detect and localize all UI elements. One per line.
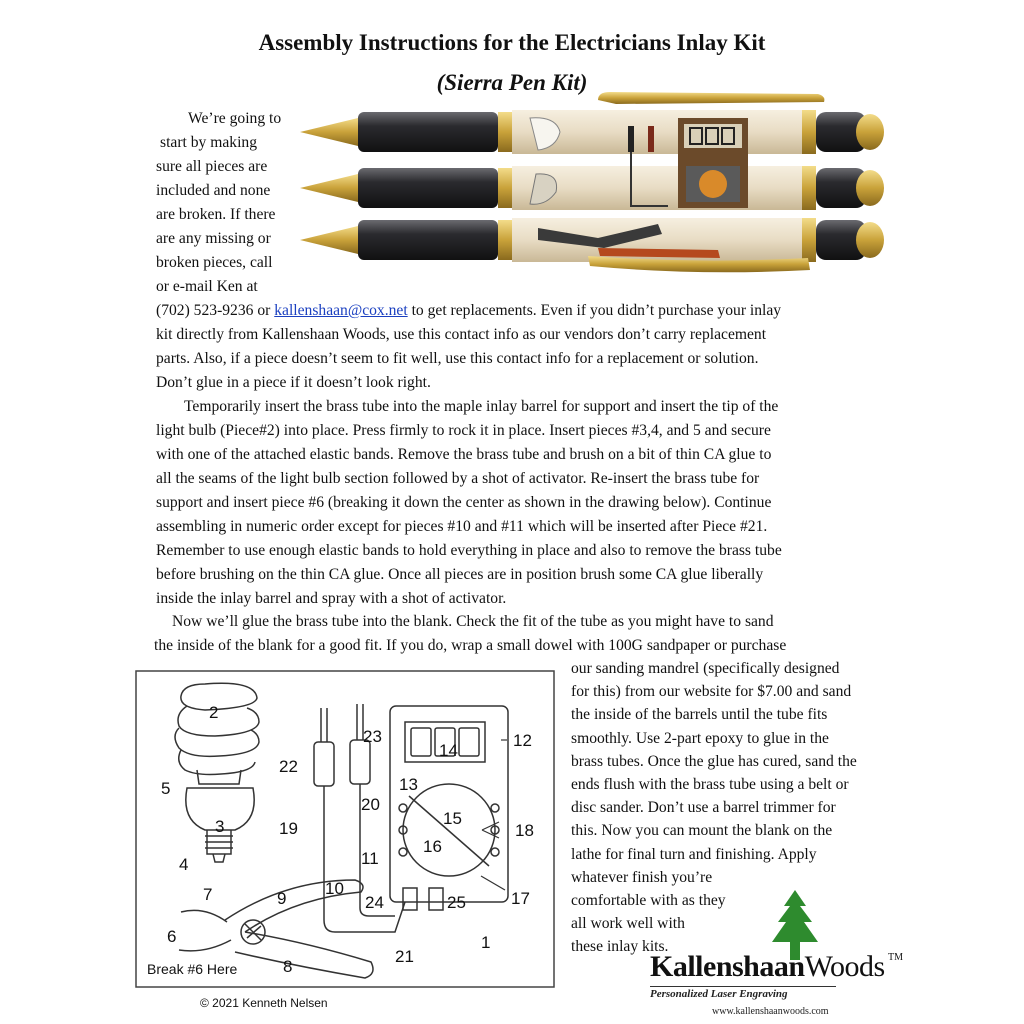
- paragraph-3-line: the inside of the blank for a good fit. If you do, wrap a small dowel with 100G sandpaper or purchase: [154, 637, 787, 654]
- pen-product-photo: [298, 88, 888, 286]
- paragraph-1: [156, 299, 781, 395]
- paragraph-3-side-line: comfortable with as they: [571, 892, 726, 910]
- website-url: www.kallenshaanwoods.com: [712, 1006, 829, 1017]
- trademark-mark: TM: [888, 952, 903, 963]
- label-5: 5: [161, 779, 171, 798]
- pen-1: [300, 110, 884, 154]
- paragraph-3-side-line: whatever finish you’re: [571, 868, 713, 886]
- email-link[interactable]: kallenshaan@cox.net: [274, 302, 408, 319]
- pen-2: [300, 166, 884, 210]
- paragraph-3-side-line: the inside of the barrels until the tube fits: [571, 706, 828, 724]
- paragraph-2-line: Temporarily insert the brass tube into the maple inlay barrel for support and insert the tip of the: [184, 398, 779, 415]
- paragraph-2-line: all the seams of the light bulb section followed by a shot of activator. Re-insert the brass tube for: [156, 470, 760, 487]
- paragraph-2-line: support and insert piece #6 (breaking it down the center as shown in the drawing below). Continue: [156, 494, 772, 511]
- paragraph-1-line: parts. Also, if a piece doesn’t seem to fit well, use this contact info for a replacement or solution.: [156, 350, 759, 367]
- logo-tagline: Personalized Laser Engraving: [650, 986, 836, 1000]
- paragraph-2-line: before brushing on the thin CA glue. Once all pieces are in position brush some CA glue liberally: [156, 566, 764, 583]
- label-18: 18: [515, 821, 534, 840]
- label-23: 23: [363, 727, 382, 746]
- paragraph-1-line: kit directly from Kallenshaan Woods, use this contact info as our vendors don’t carry replacement: [156, 326, 767, 343]
- label-10: 10: [325, 879, 344, 898]
- break-note: Break #6 Here: [147, 961, 238, 977]
- label-17: 17: [511, 889, 530, 908]
- paragraph-3-side-line: lathe for final turn and finishing. Apply: [571, 845, 817, 863]
- intro-line: are broken. If there: [156, 206, 276, 223]
- company-logo: [620, 890, 910, 1020]
- label-16: 16: [423, 837, 442, 856]
- label-3: 3: [215, 817, 225, 836]
- paragraph-2-line: assembling in numeric order except for pieces #10 and #11 which will be inserted after Piece #21.: [156, 518, 768, 535]
- paragraph-3-side-line: this. Now you can mount the blank on the: [571, 822, 833, 840]
- label-21: 21: [395, 947, 414, 966]
- contact-line: [156, 299, 781, 323]
- paragraph-2-line: with one of the attached elastic bands. Remove the brass tube and brush on a bit of thin CA glue to: [156, 446, 772, 463]
- intro-line: start by making: [160, 134, 258, 151]
- paragraph-2-line: Remember to use enough elastic bands to hold everything in place and also to remove the brass tube: [156, 542, 782, 559]
- label-13: 13: [399, 775, 418, 794]
- intro-paragraph: [156, 107, 281, 299]
- copyright-notice: © 2021 Kenneth Nelsen: [200, 996, 328, 1010]
- paragraph-3-line: Now we’ll glue the brass tube into the blank. Check the fit of the tube as you might have to sand: [172, 613, 774, 630]
- logo-name-thin: Woods: [804, 950, 885, 983]
- label-1: 1: [481, 933, 491, 952]
- page-subtitle: (Sierra Pen Kit): [436, 70, 588, 95]
- label-8: 8: [283, 957, 293, 976]
- paragraph-3-side-line: our sanding mandrel (specifically designed: [571, 660, 840, 677]
- paragraph-3-side-line: for this) from our website for $7.00 and sand: [571, 683, 852, 701]
- label-19: 19: [279, 819, 298, 838]
- label-9: 9: [277, 889, 287, 908]
- paragraph-3-side-line: all work well with: [571, 915, 685, 933]
- paragraph-3: [154, 610, 786, 658]
- paragraph-2: [156, 395, 782, 611]
- label-15: 15: [443, 809, 462, 828]
- contact-suffix: to get replacements. Even if you didn’t purchase your inlay: [407, 302, 782, 319]
- paragraph-3-side-line: ends flush with the brass tube using a belt or: [571, 776, 849, 794]
- intro-line: broken pieces, call: [156, 254, 273, 271]
- paragraph-2-line: light bulb (Piece#2) into place. Press firmly to rock it in place. Insert pieces #3,4, and 5 and secure: [156, 422, 771, 439]
- intro-line: included and none: [156, 182, 271, 199]
- paragraph-3-side-line: disc sander. Don’t use a barrel trimmer for: [571, 799, 836, 817]
- paragraph-2-line: inside the inlay barrel and spray with a shot of activator.: [156, 590, 507, 607]
- label-6: 6: [167, 927, 177, 946]
- paragraph-3-side-line: these inlay kits.: [571, 938, 669, 956]
- label-25: 25: [447, 893, 466, 912]
- label-12: 12: [513, 731, 532, 750]
- assembly-diagram: [135, 670, 555, 988]
- logo-wordmark: [650, 950, 885, 984]
- paragraph-3-side-line: brass tubes. Once the glue has cured, sand the: [571, 752, 857, 770]
- logo-name-bold: Kallenshaan: [650, 950, 805, 983]
- page-title: Assembly Instructions for the Electricians Inlay Kit: [258, 30, 766, 55]
- intro-line: We’re going to: [188, 110, 282, 127]
- label-14: 14: [439, 741, 458, 760]
- intro-line: or e-mail Ken at: [156, 278, 258, 295]
- phone-text: (702) 523-9236 or: [156, 302, 275, 319]
- label-20: 20: [361, 795, 380, 814]
- label-22: 22: [279, 757, 298, 776]
- label-7: 7: [203, 885, 213, 904]
- label-11: 11: [361, 849, 379, 868]
- intro-line: sure all pieces are: [156, 158, 268, 175]
- paragraph-3-side-line: smoothly. Use 2-part epoxy to glue in the: [571, 729, 829, 747]
- label-24: 24: [365, 893, 384, 912]
- label-2: 2: [209, 703, 219, 722]
- intro-line: are any missing or: [156, 230, 271, 247]
- label-4: 4: [179, 855, 189, 874]
- paragraph-1-line: Don’t glue in a piece if it doesn’t look right.: [156, 374, 431, 391]
